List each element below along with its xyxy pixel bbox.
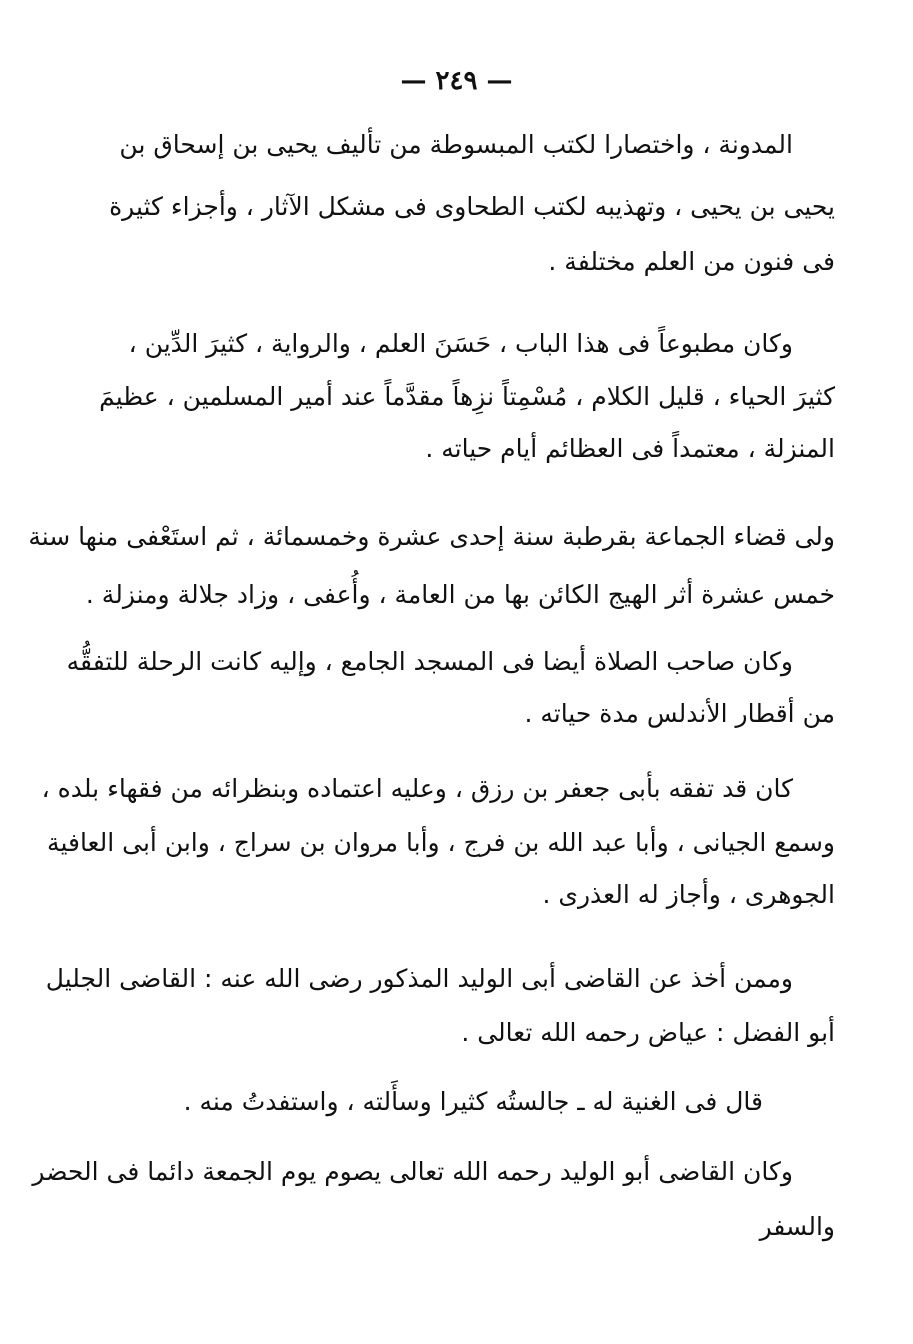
paragraph-3-line-1: ولى قضاء الجماعة بقرطبة سنة إحدى عشرة وخمسمائة ، ثم استَعْفى منها سنة [28, 522, 835, 551]
paragraph-6-line-2: أبو الفضل : عياض رحمه الله تعالى . [461, 1018, 835, 1047]
paragraph-1-line-2: يحيى بن يحيى ، وتهذيبه لكتب الطحاوى فى مشكل الآثار ، وأجزاء كثيرة [109, 192, 835, 221]
paragraph-1-line-3: فى فنون من العلم مختلفة . [548, 247, 835, 276]
paragraph-8-line-1: وكان القاضى أبو الوليد رحمه الله تعالى يصوم يوم الجمعة دائما فى الحضر [32, 1157, 793, 1186]
paragraph-4-line-2: من أقطار الأندلس مدة حياته . [524, 699, 835, 728]
paragraph-8-line-2: والسفر [759, 1212, 835, 1241]
paragraph-2-line-1: وكان مطبوعاً فى هذا الباب ، حَسَنَ العلم ، والرواية ، كثيرَ الدِّين ، [128, 329, 793, 358]
paragraph-7-line-1: قال فى الغنية له ـ جالستُه كثيرا وسأَلته ، واستفدتُ منه . [183, 1087, 763, 1116]
paragraph-4-line-1: وكان صاحب الصلاة أيضا فى المسجد الجامع ، وإليه كانت الرحلة للتفقُّه [66, 647, 793, 676]
paragraph-5-line-2: وسمع الجيانى ، وأبا عبد الله بن فرج ، وأبا مروان بن سراج ، وابن أبى العافية [47, 828, 835, 857]
paragraph-6-line-1: وممن أخذ عن القاضى أبى الوليد المذكور رضى الله عنه : القاضى الجليل [45, 964, 793, 993]
paragraph-5-line-1: كان قد تفقه بأبى جعفر بن رزق ، وعليه اعتماده وبنظرائه من فقهاء بلده ، [41, 774, 793, 803]
paragraph-3-line-2: خمس عشرة أثر الهيج الكائن بها من العامة ، وأُعفى ، وزاد جلالة ومنزلة . [85, 580, 835, 609]
paragraph-2-line-3: المنزلة ، معتمداً فى العظائم أيام حياته . [425, 434, 835, 463]
paragraph-2-line-2: كثيرَ الحياء ، قليل الكلام ، مُسْمِتاً نزِهاً مقدَّماً عند أمير المسلمين ، عظيمَ [99, 382, 835, 411]
paragraph-5-line-3: الجوهرى ، وأجاز له العذرى . [542, 880, 835, 909]
paragraph-1-line-1: المدونة ، واختصارا لكتب المبسوطة من تأليف يحيى بن إسحاق بن [119, 130, 793, 159]
page-number: — ٢٤٩ — [400, 66, 513, 96]
